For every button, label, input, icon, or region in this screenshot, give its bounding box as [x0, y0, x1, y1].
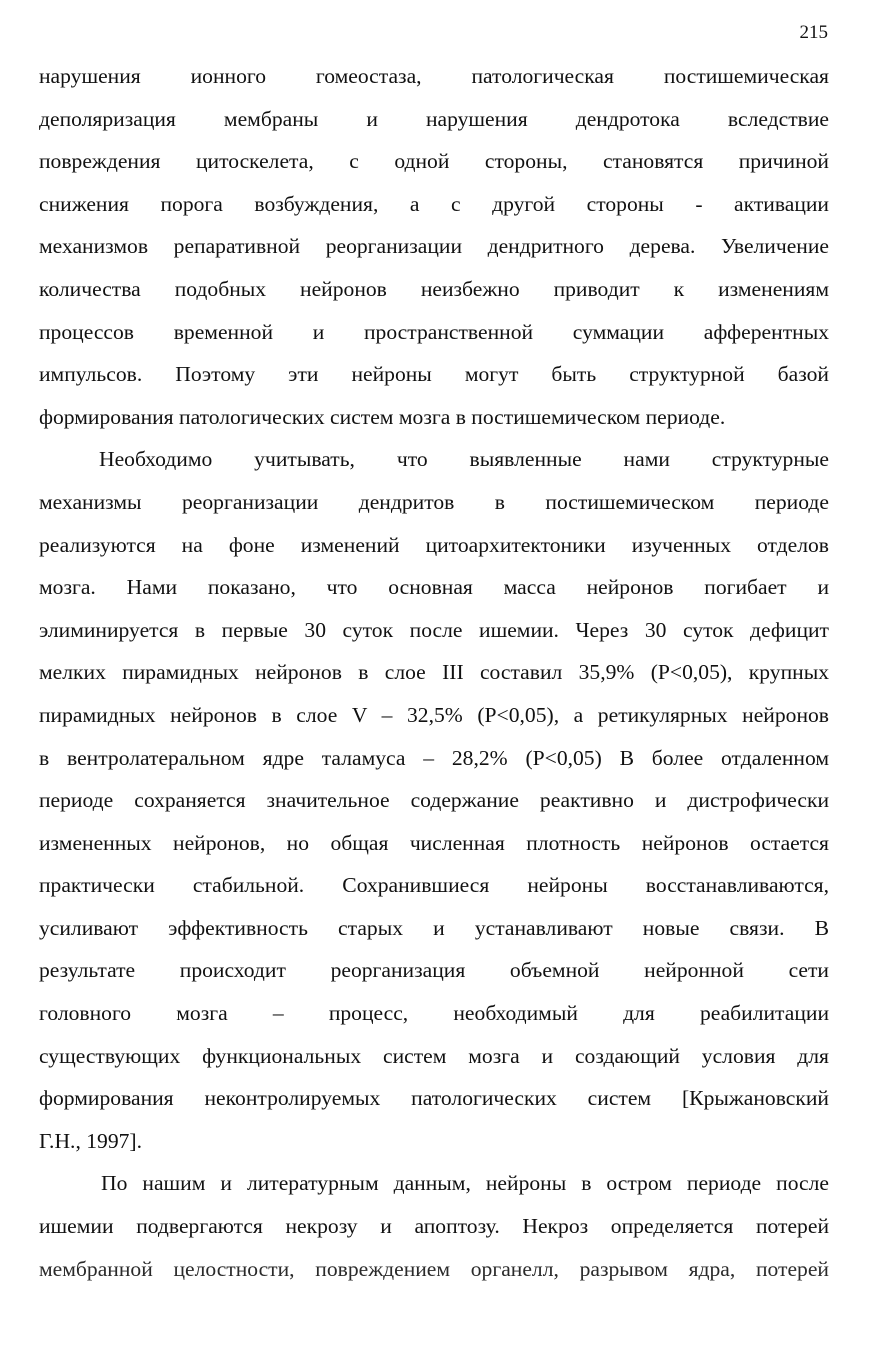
- text-line: существующих функциональных систем мозга и создающий условия для: [39, 1043, 829, 1068]
- text-line: элиминируется в первые 30 суток после ишемии. Через 30 суток дефицит: [39, 617, 829, 642]
- text-line: мозга. Нами показано, что основная масса нейронов погибает и: [39, 575, 829, 600]
- text-line: количества подобных нейронов неизбежно приводит к изменениям: [39, 276, 829, 301]
- text-line: Г.Н., 1997].: [39, 1128, 143, 1153]
- text-line: деполяризация мембраны и нарушения дендротока вследствие: [39, 106, 829, 131]
- text-line: формирования неконтролируемых патологических систем [Крыжановский: [39, 1086, 829, 1111]
- text-line: механизмы реорганизации дендритов в постишемическом периоде: [39, 489, 829, 514]
- text-line: реализуются на фоне изменений цитоархитектоники изученных отделов: [39, 532, 829, 557]
- text-line: измененных нейронов, но общая численная плотность нейронов остается: [39, 830, 829, 855]
- text-line: мелких пирамидных нейронов в слое III составил 35,9% (P<0,05), крупных: [39, 660, 829, 685]
- text-line: ишемии подвергаются некрозу и апоптозу. Некроз определяется потерей: [39, 1214, 829, 1239]
- paragraph-first-line: Необходимо учитывать, что выявленные нами структурные: [99, 447, 829, 472]
- paragraph-first-line: По нашим и литературным данным, нейроны в остром периоде после: [101, 1171, 829, 1196]
- text-line: нарушения ионного гомеостаза, патологическая постишемическая: [39, 64, 829, 88]
- text-line: периоде сохраняется значительное содержание реактивно и дистрофически: [39, 788, 829, 813]
- text-line: результате происходит реорганизация объемной нейронной сети: [39, 958, 829, 983]
- text-line: пирамидных нейронов в слое V – 32,5% (P<0,05), а ретикулярных нейронов: [39, 702, 829, 727]
- text-line: процессов временной и пространственной суммации афферентных: [39, 319, 829, 344]
- page-number: 215: [799, 22, 828, 43]
- text-line: головного мозга – процесс, необходимый для реабилитации: [39, 1001, 829, 1026]
- body-text: [39, 55, 829, 1290]
- text-line: снижения порога возбуждения, а с другой стороны - активации: [39, 191, 829, 216]
- text-line: формирования патологических систем мозга в постишемическом периоде.: [39, 404, 726, 429]
- text-line: практически стабильной. Сохранившиеся нейроны восстанавливаются,: [39, 873, 829, 898]
- text-line: механизмов репаративной реорганизации дендритного дерева. Увеличение: [39, 234, 829, 259]
- text-line: усиливают эффективность старых и устанавливают новые связи. В: [39, 915, 829, 940]
- text-line: мембранной целостности, повреждением органелл, разрывом ядра, потерей: [39, 1256, 829, 1281]
- text-line: в вентролатеральном ядре таламуса – 28,2% (P<0,05) В более отдаленном: [39, 745, 829, 770]
- text-line: импульсов. Поэтому эти нейроны могут быть структурной базой: [39, 362, 829, 387]
- text-line: повреждения цитоскелета, с одной стороны, становятся причиной: [39, 149, 829, 174]
